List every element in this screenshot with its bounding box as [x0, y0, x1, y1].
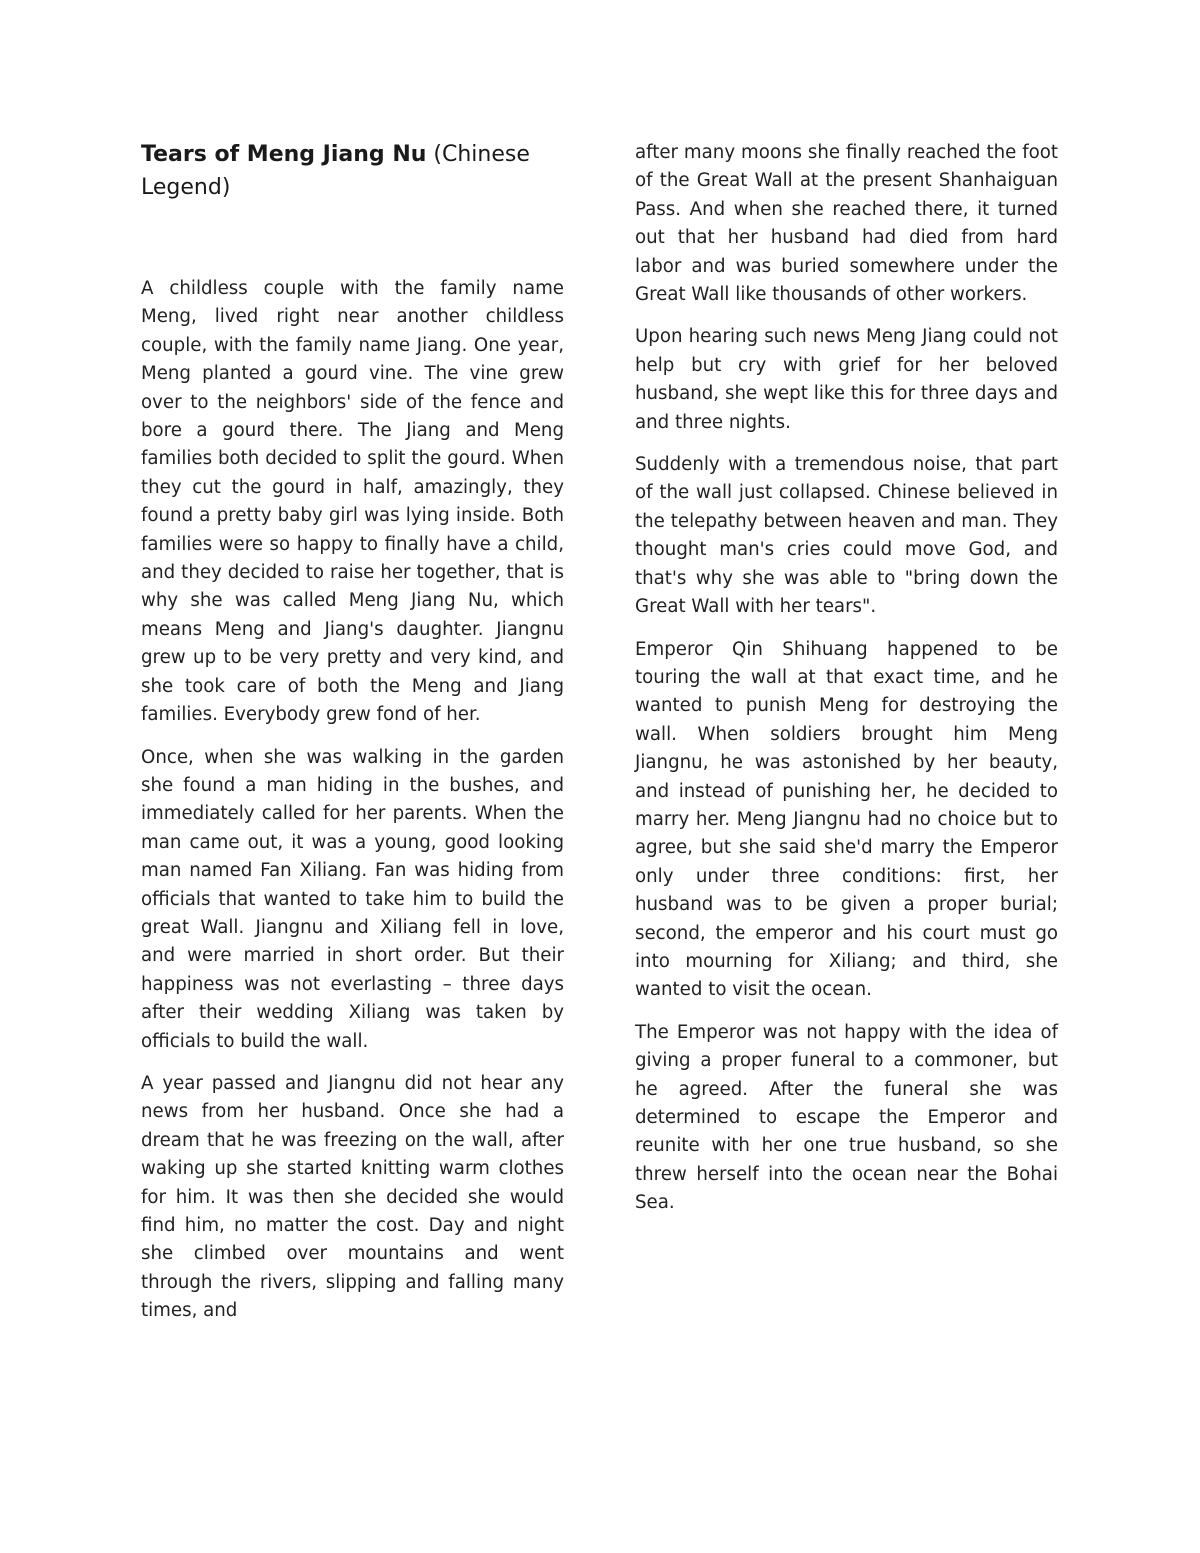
left-column [141, 138, 564, 1340]
title-bold: Tears of Meng Jiang Nu [141, 142, 427, 167]
title-subtitle: (Chinese Legend) [141, 142, 530, 200]
paragraph-ending: The Emperor was not happy with the idea of giving a proper funeral to a commoner, but he agreed. After the funeral she was determined to escape the Emperor and reunite with her one true husband, so she threw herself into the ocean near the Bohai Sea. [635, 1021, 1058, 1214]
paragraph-meeting: Once, when she was walking in the garden she found a man hiding in the bushes, and immediately called for her parents. When the man came out, it was a young, good looking man named Fan Xiliang. Fan was hiding from officials that wanted to take him to build the great Wall. Jiangnu and Xiliang fell in love, and were married in short order. But their happiness was not everlasting – three days after their wedding Xiliang was taken by officials to build the wall. [141, 746, 564, 1052]
paragraph-journey: A year passed and Jiangnu did not hear any news from her husband. Once she had a dream that he was freezing on the wall, after waking up she started knitting warm clothes for him. It was then she decided she would find him, no matter the cost. Day and night she climbed over mountains and went through the rivers, slipping and falling many times, and [141, 1072, 564, 1322]
right-column [635, 139, 1058, 1232]
paragraph-origin: A childless couple with the family name Meng, lived right near another childless couple, with the family name Jiang. One year, Meng planted a gourd vine. The vine grew over to the neighbors' side of the fence and bore a gourd there. The Jiang and Meng families both decided to split the gourd. When they cut the gourd in half, amazingly, they found a pretty baby girl was lying inside. Both families were so happy to finally have a child, and they decided to raise her together, that is why she was called Meng Jiang Nu, which means Meng and Jiang's daughter. Jiangnu grew up to be very pretty and very kind, and she took care of both the Meng and Jiang families. Everybody grew fond of her. [141, 278, 564, 726]
document-title [141, 138, 564, 204]
paragraph-grief: Upon hearing such news Meng Jiang could not help but cry with grief for her beloved husband, she wept like this for three days and and three nights. [635, 326, 1058, 433]
paragraph-emperor: Emperor Qin Shihuang happened to be touring the wall at that exact time, and he wanted to punish Meng for destroying the wall. When soldiers brought him Meng Jiangnu, he was astonished by her beauty, and instead of punishing her, he decided to marry her. Meng Jiangnu had no choice but to agree, but she said she'd marry the Emperor only under three conditions: first, her husband was to be given a proper burial; second, the emperor and his court must go into mourning for Xiliang; and third, she wanted to visit the ocean. [635, 638, 1058, 1001]
paragraph-great-wall: after many moons she finally reached the foot of the Great Wall at the present Shanhaiguan Pass. And when she reached there, it turned out that her husband had died from hard labor and was buried somewhere under the Great Wall like thousands of other workers. [635, 142, 1058, 306]
paragraph-collapse: Suddenly with a tremendous noise, that part of the wall just collapsed. Chinese believed in the telepathy between heaven and man. They thought man's cries could move God, and that's why she was able to "bring down the Great Wall with her tears". [635, 454, 1058, 618]
